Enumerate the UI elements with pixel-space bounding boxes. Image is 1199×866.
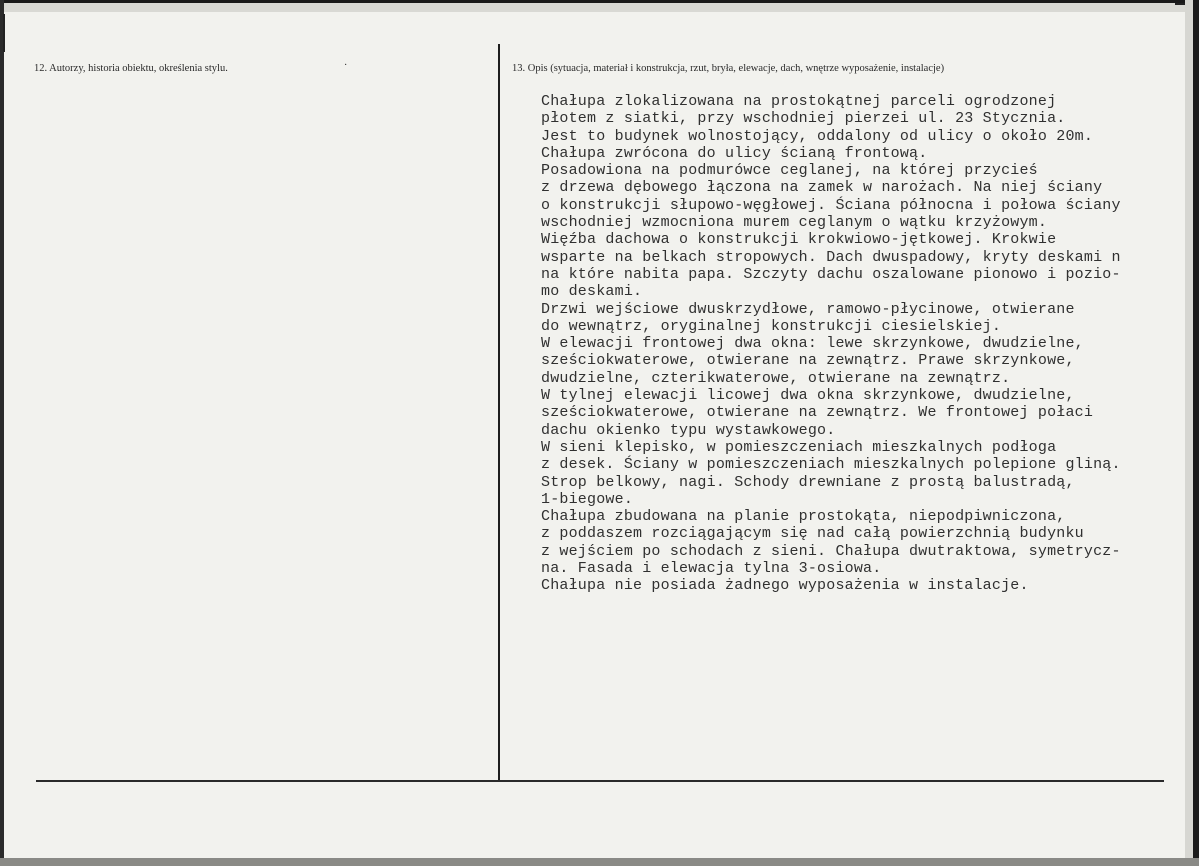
text-line: Posadowiona na podmurówce ceglanej, na której przycieś [541, 162, 1038, 180]
text-line: Chałupa zbudowana na planie prostokąta, niepodpiwniczona, [541, 508, 1066, 526]
text-line: Chałupa nie posiada żadnego wyposażenia w instalacje. [541, 577, 1029, 595]
text-line: na które nabita papa. Szczyty dachu oszalowane pionowo i pozio- [541, 265, 1121, 283]
text-line: płotem z siatki, przy wschodniej pierzei ul. 23 Stycznia. [541, 110, 1066, 128]
text-line: wsparte na belkach stropowych. Dach dwuspadowy, kryty deskami n [541, 248, 1121, 266]
text-line: do wewnątrz, oryginalnej konstrukcji ciesielskiej. [541, 317, 1002, 335]
scan-mark [3, 14, 5, 52]
text-line: Jest to budynek wolnostojący, oddalony od ulicy o około 20m. [541, 127, 1094, 145]
text-line: Drzwi wejściowe dwuskrzydłowe, ramowo-płycinowe, otwierane [541, 300, 1075, 318]
scan-edge-left [0, 0, 4, 866]
scan-mark [1175, 3, 1185, 5]
text-line: na. Fasada i elewacja tylna 3-osiowa. [541, 560, 882, 578]
text-line: 1-biegowe. [541, 490, 634, 508]
text-line: z drzewa dębowego łączona na zamek w narożach. Na niej ściany [541, 179, 1103, 197]
text-line: sześciokwaterowe, otwierane na zewnątrz. Prawe skrzynkowe, [541, 352, 1075, 370]
text-line: z poddaszem rozciągającym się nad całą powierzchnią budynku [541, 525, 1084, 543]
text-line: wschodniej wzmocniona murem ceglanym o wątku krzyżowym. [541, 214, 1048, 232]
section-12-heading: 12. Autorzy, historia obiektu, określenia stylu. [34, 63, 228, 74]
bottom-rule [36, 780, 1164, 782]
scan-edge-bottom [0, 858, 1199, 866]
text-line: W sieni klepisko, w pomieszczeniach mieszkalnych podłoga [541, 438, 1057, 456]
column-divider [498, 44, 500, 780]
text-line: W elewacji frontowej dwa okna: lewe skrzynkowe, dwudzielne, [541, 335, 1084, 353]
section-13-heading: 13. Opis (sytuacja, materiał i konstrukcja, rzut, bryła, elewacje, dach, wnętrze wyposażenie, instalacje) [512, 63, 945, 74]
text-line: Więźba dachowa o konstrukcji krokwiowo-jętkowej. Krokwie [541, 231, 1057, 249]
text-line: o konstrukcji słupowo-węgłowej. Ściana północna i połowa ściany [541, 196, 1121, 214]
text-line: mo deskami. [541, 283, 643, 301]
scan-edge-right [1185, 0, 1199, 866]
text-line: dachu okienko typu wystawkowego. [541, 421, 836, 439]
text-line: z desek. Ściany w pomieszczeniach mieszkalnych polepione gliną. [541, 456, 1121, 474]
text-line: Chałupa zlokalizowana na prostokątnej parceli ogrodzonej [541, 93, 1057, 110]
text-line: z wejściem po schodach z sieni. Chałupa dwutraktowa, symetrycz- [541, 542, 1121, 560]
scan-edge-top [0, 0, 1199, 12]
text-line: Strop belkowy, nagi. Schody drewniane z prostą balustradą, [541, 473, 1075, 491]
text-line: sześciokwaterowe, otwierane na zewnątrz. We frontowej połaci [541, 404, 1094, 422]
text-line: Chałupa zwrócona do ulicy ścianą frontową. [541, 144, 928, 162]
typed-description [541, 93, 1181, 595]
text-line: W tylnej elewacji licowej dwa okna skrzynkowe, dwudzielne, [541, 387, 1075, 405]
text-line: dwudzielne, czterikwaterowe, otwierane na zewnątrz. [541, 369, 1011, 387]
stray-mark: · [344, 60, 348, 71]
